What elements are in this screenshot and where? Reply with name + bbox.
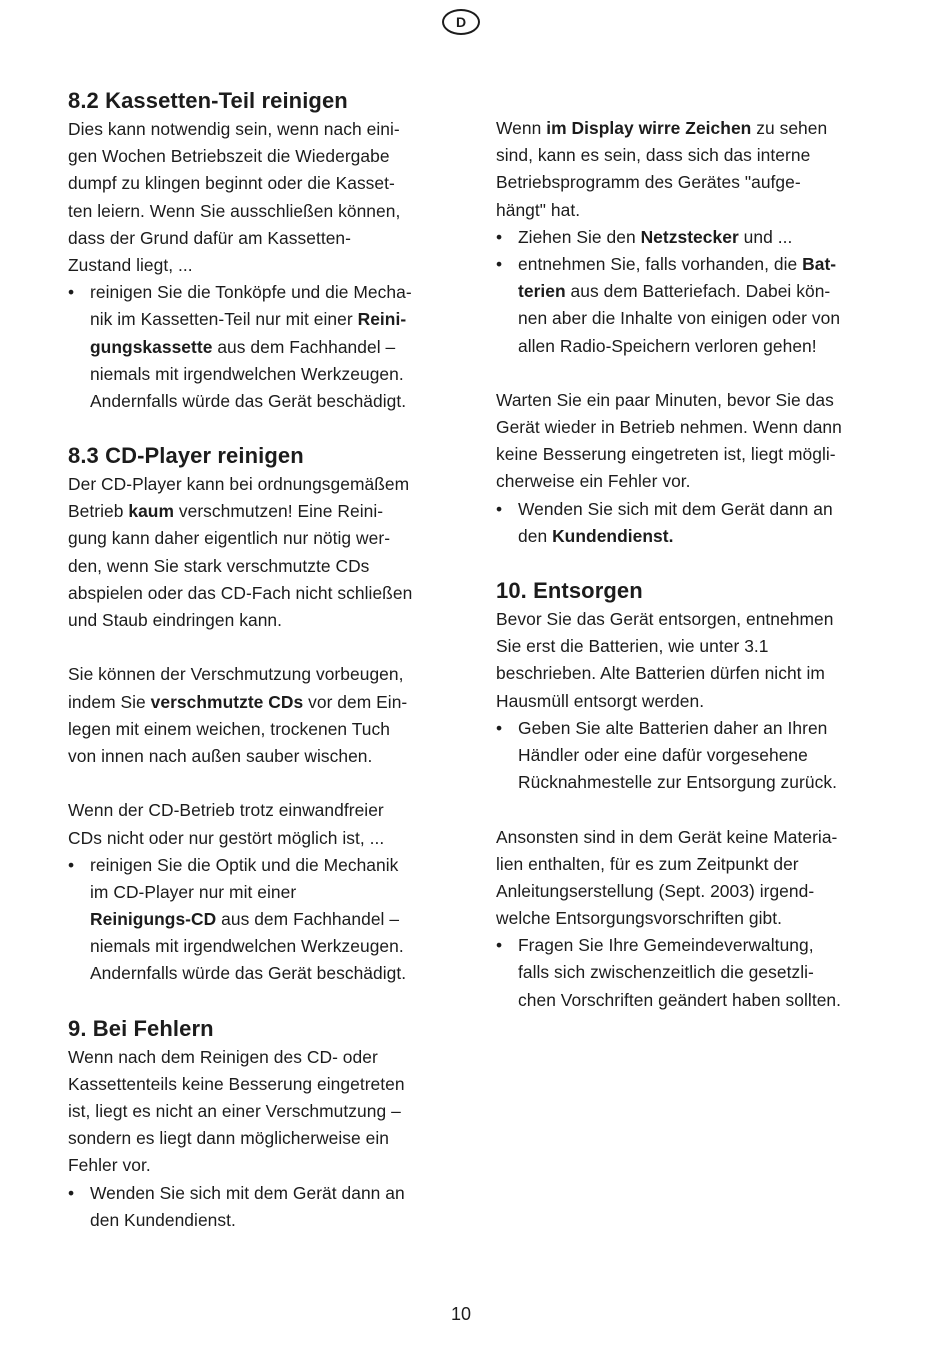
- paragraph-line: Wenn nach dem Reinigen des CD- oder: [68, 1046, 378, 1067]
- bullet-text: Geben Sie alte Batterien daher an Ihren: [518, 717, 828, 738]
- paragraph-line: Der CD-Player kann bei ordnungsgemäßem: [68, 474, 410, 495]
- bold-text: Reinigungs-CD: [90, 909, 217, 930]
- paragraph-line: und Staub eindringen kann.: [68, 610, 283, 630]
- section-10-heading: 10. Entsorgen: [496, 578, 643, 603]
- bold-text: gungskassette: [90, 336, 213, 357]
- paragraph-line: Sie können der Verschmutzung vorbeugen,: [68, 664, 404, 685]
- bullet-text: und ...: [738, 226, 793, 247]
- paragraph-line: Betriebsprogramm des Gerätes "aufge-: [496, 172, 801, 193]
- paragraph-line: Gerät wieder in Betrieb nehmen. Wenn dann: [496, 417, 842, 438]
- bullet-item: [496, 932, 868, 959]
- bullet-line: nen aber die Inhalte von einigen oder von: [518, 308, 841, 329]
- bullet-icon: •: [496, 253, 503, 274]
- bullet-item: [496, 224, 868, 251]
- paragraph-line: sind, kann es sein, dass sich das interne: [496, 145, 811, 166]
- bullet-text: Wenden Sie sich mit dem Gerät dann an: [518, 498, 833, 519]
- text-run: Betrieb: [68, 501, 129, 522]
- text-run: verschmutzen! Eine Reini-: [173, 501, 384, 522]
- paragraph-line: keine Besserung eingetreten ist, liegt mögli-: [496, 444, 836, 465]
- paragraph-line: gen Wochen Betriebszeit die Wiedergabe: [68, 146, 390, 167]
- bullet-line: niemals mit irgendwelchen Werkzeugen.: [90, 936, 404, 957]
- paragraph-line: Zustand liegt, ...: [68, 254, 193, 275]
- bullet-line: [68, 334, 440, 361]
- bold-text: verschmutzte CDs: [150, 691, 304, 712]
- language-badge: D: [442, 9, 480, 35]
- bold-text: im Display wirre Zeichen: [546, 118, 752, 138]
- bullet-text: Ziehen Sie den: [518, 226, 641, 247]
- bullet-line: Andernfalls würde das Gerät beschädigt.: [90, 390, 407, 411]
- bullet-item: [496, 496, 868, 523]
- paragraph-line: Warten Sie ein paar Minuten, bevor Sie das: [496, 389, 834, 410]
- paragraph-line: Fehler vor.: [68, 1155, 151, 1176]
- paragraph-line: Anleitungserstellung (Sept. 2003) irgend-: [496, 880, 815, 901]
- paragraph-line: von innen nach außen sauber wischen.: [68, 745, 373, 766]
- bullet-icon: •: [496, 498, 503, 519]
- bullet-line: allen Radio-Speichern verloren gehen!: [518, 335, 817, 356]
- paragraph-line: Kassettenteils keine Besserung eingetreten: [68, 1073, 405, 1094]
- bullet-line: Rücknahmestelle zur Entsorgung zurück.: [518, 772, 837, 793]
- bullet-line: [496, 278, 868, 305]
- text-run: Wenn: [496, 118, 547, 138]
- bold-text: Kundendienst.: [552, 525, 674, 546]
- paragraph-line: gung kann daher eigentlich nur nötig wer-: [68, 528, 391, 549]
- paragraph-line: den, wenn Sie stark verschmutzte CDs: [68, 555, 370, 576]
- left-column: [68, 86, 440, 1234]
- bullet-icon: •: [68, 282, 75, 303]
- paragraph-line: dass der Grund dafür am Kassetten-: [68, 227, 351, 248]
- paragraph-line: [496, 115, 868, 142]
- bold-text: kaum: [128, 501, 174, 522]
- bold-text: Netzstecker: [640, 226, 739, 247]
- paragraph-line: welche Entsorgungsvorschriften gibt.: [496, 908, 782, 929]
- bullet-text: nik im Kassetten-Teil nur mit einer: [90, 309, 358, 330]
- bullet-icon: •: [496, 226, 503, 247]
- text-run: indem Sie: [68, 691, 151, 712]
- bullet-text: reinigen Sie die Tonköpfe und die Mecha-: [90, 282, 412, 303]
- bullet-text: aus dem Fachhandel –: [216, 909, 400, 930]
- bold-text: Reini-: [357, 309, 407, 330]
- bullet-icon: •: [68, 1182, 75, 1203]
- bullet-text: Fragen Sie Ihre Gemeindeverwaltung,: [518, 935, 814, 956]
- text-run: vor dem Ein-: [303, 691, 408, 712]
- bullet-text: reinigen Sie die Optik und die Mechanik: [90, 854, 399, 875]
- paragraph-line: Wenn der CD-Betrieb trotz einwandfreier: [68, 800, 384, 821]
- bold-text: Bat-: [802, 253, 837, 274]
- page-number: 10: [450, 1304, 472, 1324]
- paragraph-line: cherweise ein Fehler vor.: [496, 471, 691, 492]
- paragraph-line: CDs nicht oder nur gestört möglich ist, ...: [68, 827, 385, 848]
- bullet-line: [68, 306, 440, 333]
- bullet-line: falls sich zwischenzeitlich die gesetzli-: [518, 962, 814, 983]
- paragraph-line: Dies kann notwendig sein, wenn nach eini-: [68, 119, 400, 139]
- bullet-icon: •: [68, 854, 75, 875]
- bullet-text: aus dem Batteriefach. Dabei kön-: [565, 281, 831, 302]
- paragraph-line: Hausmüll entsorgt werden.: [496, 690, 705, 711]
- paragraph-line: sondern es liegt dann möglicherweise ein: [68, 1128, 390, 1149]
- paragraph-line: ten leiern. Wenn Sie ausschließen können,: [68, 200, 401, 221]
- bullet-icon: •: [496, 935, 503, 956]
- bullet-line: Händler oder eine dafür vorgesehene: [518, 744, 808, 765]
- bullet-text: Wenden Sie sich mit dem Gerät dann an: [90, 1182, 405, 1203]
- paragraph-line: legen mit einem weichen, trockenen Tuch: [68, 718, 390, 739]
- paragraph-line: beschrieben. Alte Batterien dürfen nicht im: [496, 663, 825, 684]
- paragraph-line: hängt" hat.: [496, 199, 581, 220]
- bullet-item: [68, 1180, 440, 1207]
- paragraph-line: Sie erst die Batterien, wie unter 3.1: [496, 636, 769, 657]
- bold-text: terien: [518, 281, 566, 302]
- bullet-line: den Kundendienst.: [90, 1209, 236, 1230]
- paragraph-line: Ansonsten sind in dem Gerät keine Materia-: [496, 826, 838, 847]
- paragraph-line: dumpf zu klingen beginnt oder die Kasset-: [68, 173, 395, 194]
- bullet-line: [68, 906, 440, 933]
- paragraph-line: [68, 498, 440, 525]
- right-column: [496, 115, 868, 1014]
- bullet-line: Andernfalls würde das Gerät beschädigt.: [90, 963, 407, 984]
- bullet-icon: •: [496, 717, 503, 738]
- paragraph-line: [68, 689, 440, 716]
- paragraph-line: lien enthalten, für es zum Zeitpunkt der: [496, 853, 799, 874]
- bullet-line: im CD-Player nur mit einer: [90, 881, 297, 902]
- bullet-item: [496, 715, 868, 742]
- bullet-item: [68, 279, 440, 306]
- bullet-text: aus dem Fachhandel –: [212, 336, 396, 357]
- bullet-item: [68, 852, 440, 879]
- paragraph-line: abspielen oder das CD-Fach nicht schließen: [68, 582, 413, 603]
- bullet-line: [496, 523, 868, 550]
- text-run: zu sehen: [751, 118, 828, 138]
- paragraph-line: Bevor Sie das Gerät entsorgen, entnehmen: [496, 609, 834, 629]
- bullet-text: den: [518, 525, 553, 546]
- bullet-text: entnehmen Sie, falls vorhanden, die: [518, 253, 803, 274]
- paragraph-line: ist, liegt es nicht an einer Verschmutzung –: [68, 1101, 401, 1121]
- section-8-3-heading: 8.3 CD-Player reinigen: [68, 443, 304, 469]
- bullet-line: chen Vorschriften geändert haben sollten.: [518, 989, 842, 1010]
- section-9-heading: 9. Bei Fehlern: [68, 1015, 214, 1041]
- bullet-line: niemals mit irgendwelchen Werkzeugen.: [90, 363, 404, 384]
- section-8-2-heading: 8.2 Kassetten-Teil reinigen: [68, 88, 348, 113]
- bullet-item: [496, 251, 868, 278]
